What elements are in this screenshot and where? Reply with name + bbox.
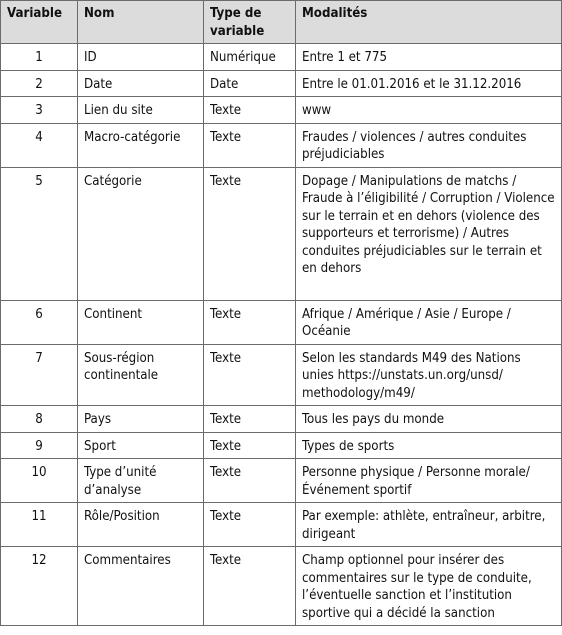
cell-variable: 5 bbox=[1, 167, 78, 300]
table-row bbox=[1, 547, 562, 626]
cell-variable: 6 bbox=[1, 300, 78, 344]
table-row bbox=[1, 123, 562, 167]
cell-modalites: Entre le 01.01.2016 et le 31.12.2016 bbox=[296, 70, 562, 97]
header-row bbox=[1, 1, 562, 44]
cell-nom: Type d’unité d’analyse bbox=[78, 459, 204, 503]
cell-variable: 1 bbox=[1, 44, 78, 71]
header-nom: Nom bbox=[78, 1, 204, 44]
cell-variable: 10 bbox=[1, 459, 78, 503]
table-row bbox=[1, 44, 562, 71]
cell-nom: Sport bbox=[78, 432, 204, 459]
cell-nom: Continent bbox=[78, 300, 204, 344]
cell-modalites: Selon les standards M49 des Nations unies https://unstats.un.org/unsd/ methodology/m49/ bbox=[296, 344, 562, 406]
cell-variable: 8 bbox=[1, 406, 78, 433]
cell-nom: Macro-catégorie bbox=[78, 123, 204, 167]
table-row bbox=[1, 70, 562, 97]
cell-type: Texte bbox=[204, 503, 296, 547]
cell-variable: 3 bbox=[1, 97, 78, 124]
cell-nom: Catégorie bbox=[78, 167, 204, 300]
cell-modalites: Afrique / Amérique / Asie / Europe / Océanie bbox=[296, 300, 562, 344]
cell-modalites: Fraudes / violences / autres conduites préjudiciables bbox=[296, 123, 562, 167]
cell-modalites: Entre 1 et 775 bbox=[296, 44, 562, 71]
cell-modalites: Champ optionnel pour insérer des commentaires sur le type de conduite, l’éventuelle sanction et l’institution sportive qui a décidé la sanction bbox=[296, 547, 562, 626]
table-row bbox=[1, 432, 562, 459]
table-header bbox=[1, 1, 562, 44]
table-row bbox=[1, 344, 562, 406]
cell-type: Texte bbox=[204, 167, 296, 300]
cell-type: Texte bbox=[204, 344, 296, 406]
cell-type: Date bbox=[204, 70, 296, 97]
cell-type: Texte bbox=[204, 547, 296, 626]
cell-modalites: Par exemple: athlète, entraîneur, arbitre, dirigeant bbox=[296, 503, 562, 547]
cell-variable: 12 bbox=[1, 547, 78, 626]
cell-type: Texte bbox=[204, 432, 296, 459]
header-variable: Variable bbox=[1, 1, 78, 44]
cell-type: Texte bbox=[204, 406, 296, 433]
cell-nom: Date bbox=[78, 70, 204, 97]
table-body bbox=[1, 44, 562, 626]
cell-variable: 4 bbox=[1, 123, 78, 167]
cell-type: Texte bbox=[204, 300, 296, 344]
cell-nom: Lien du site bbox=[78, 97, 204, 124]
cell-modalites: Dopage / Manipulations de matchs / Fraude à l’éligibilité / Corruption / Violence sur le terrain et en dehors (violence des supporteurs et terrorisme) / Autres conduites préjudiciables sur le terrain et en dehors bbox=[296, 167, 562, 300]
cell-modalites: Personne physique / Personne morale/ Événement sportif bbox=[296, 459, 562, 503]
cell-nom: Commentaires bbox=[78, 547, 204, 626]
cell-variable: 9 bbox=[1, 432, 78, 459]
table-row bbox=[1, 406, 562, 433]
cell-type: Texte bbox=[204, 123, 296, 167]
table-row bbox=[1, 459, 562, 503]
cell-modalites: www bbox=[296, 97, 562, 124]
cell-type: Numérique bbox=[204, 44, 296, 71]
table-row bbox=[1, 300, 562, 344]
cell-nom: Pays bbox=[78, 406, 204, 433]
cell-type: Texte bbox=[204, 459, 296, 503]
table-row bbox=[1, 503, 562, 547]
cell-variable: 11 bbox=[1, 503, 78, 547]
table-row bbox=[1, 97, 562, 124]
cell-nom: Sous-région continentale bbox=[78, 344, 204, 406]
cell-variable: 2 bbox=[1, 70, 78, 97]
cell-variable: 7 bbox=[1, 344, 78, 406]
cell-modalites: Tous les pays du monde bbox=[296, 406, 562, 433]
header-modalites: Modalités bbox=[296, 1, 562, 44]
cell-modalites: Types de sports bbox=[296, 432, 562, 459]
cell-type: Texte bbox=[204, 97, 296, 124]
cell-nom: ID bbox=[78, 44, 204, 71]
table-row bbox=[1, 167, 562, 300]
header-type: Type de variable bbox=[204, 1, 296, 44]
cell-nom: Rôle/Position bbox=[78, 503, 204, 547]
